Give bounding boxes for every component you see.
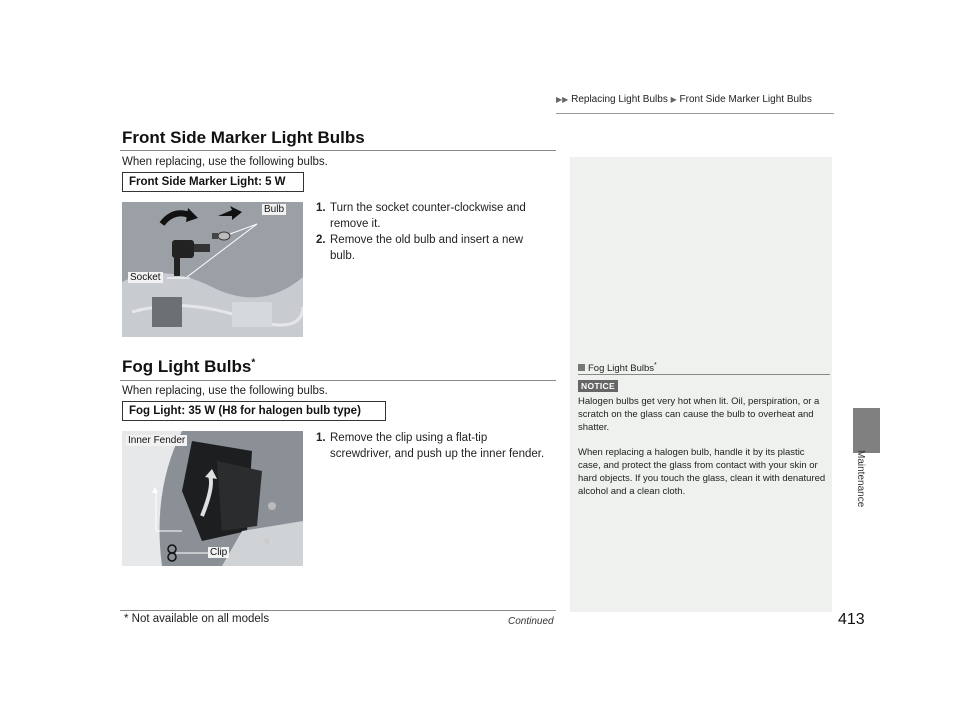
bulb-icon xyxy=(212,232,230,240)
side-note-title: Fog Light Bulbs* xyxy=(578,362,657,374)
notice-badge: NOTICE xyxy=(578,380,618,392)
footer-divider xyxy=(120,610,556,611)
reference-square-icon xyxy=(578,364,585,371)
section-divider xyxy=(120,150,556,151)
side-marker-drawing xyxy=(122,202,303,337)
notice-text-1: Halogen bulbs get very hot when lit. Oil, perspiration, or a scratch on the glass can cause the bulb to overheat and shatter. xyxy=(578,396,820,433)
callout-clip: Clip xyxy=(210,547,228,558)
fog-light-drawing xyxy=(122,431,303,566)
section-title-side-marker: Front Side Marker Light Bulbs xyxy=(122,128,365,147)
bulb-spec-box: Fog Light: 35 W (H8 for halogen bulb type) xyxy=(122,401,386,421)
step-1: 1. Turn the socket counter-clockwise and remove it. xyxy=(316,202,526,230)
not-available-marker: * xyxy=(251,357,256,369)
notice-text-2: When replacing a halogen bulb, handle it by its plastic case, and protect the glass from contact with your skin or hard objects. If you touch the glass, clean it with denatured alcohol and a clean cloth. xyxy=(578,447,826,497)
fog-light-illustration xyxy=(122,431,303,566)
breadcrumb-arrow-icon: ▶▶ xyxy=(556,95,569,104)
callout-inner-fender: Inner Fender xyxy=(128,435,186,446)
section-intro: When replacing, use the following bulbs. xyxy=(122,385,328,397)
breadcrumb-item-2[interactable]: Front Side Marker Light Bulbs xyxy=(679,94,812,105)
side-note-divider xyxy=(578,374,830,375)
callout-bulb: Bulb xyxy=(264,204,285,215)
breadcrumb xyxy=(556,94,812,105)
callout-socket: Socket xyxy=(130,272,161,283)
footnote: * Not available on all models xyxy=(124,613,270,625)
section-intro: When replacing, use the following bulbs. xyxy=(122,156,328,168)
step-2: 2. Remove the old bulb and insert a new bulb. xyxy=(316,234,524,262)
section-divider xyxy=(120,380,556,381)
breadcrumb-item-1[interactable]: Replacing Light Bulbs xyxy=(571,94,668,105)
header-divider xyxy=(556,113,834,114)
page-number: 413 xyxy=(838,611,865,628)
chapter-tab-label[interactable]: Maintenance xyxy=(855,450,866,508)
side-marker-illustration xyxy=(122,202,303,337)
step-1: 1. Remove the clip using a flat-tip screwdriver, and push up the inner fender. xyxy=(316,432,545,460)
chapter-tab-marker[interactable] xyxy=(853,408,880,453)
bulb-spec-box: Front Side Marker Light: 5 W xyxy=(122,172,304,192)
breadcrumb-arrow-icon: ▶ xyxy=(670,95,677,104)
section-title-fog-light: Fog Light Bulbs* xyxy=(122,357,256,376)
continued-label: Continued xyxy=(508,616,554,627)
